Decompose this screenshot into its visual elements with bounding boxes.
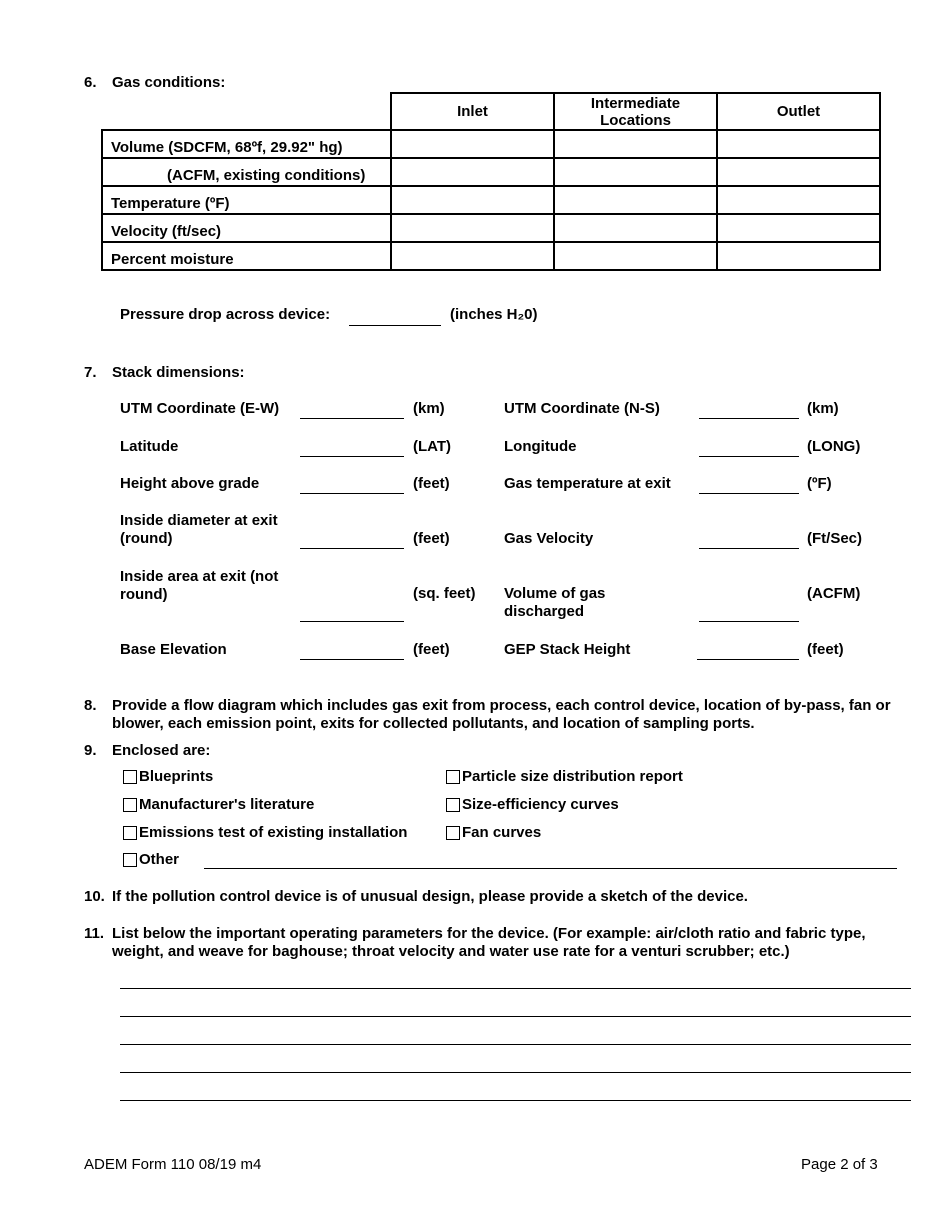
parameter-line-2[interactable] <box>120 1016 911 1017</box>
section-10-text: If the pollution control device is of unusual design, please provide a sketch of the device. <box>112 888 748 905</box>
inlet-velocity-cell[interactable] <box>391 214 554 242</box>
section-8-text: Provide a flow diagram which includes gas exit from process, each control device, location of by-pass, fan or blower, each emission point, exits for collected pollutants, and location of sampling ports. <box>112 697 891 732</box>
checkbox-box[interactable] <box>123 853 137 867</box>
row-label: Velocity (ft/sec) <box>102 214 391 242</box>
section-6-number: 6. <box>84 74 97 91</box>
intermediate-temperature-cell[interactable] <box>554 186 717 214</box>
outlet-temperature-cell[interactable] <box>717 186 880 214</box>
checkbox-fan-curves[interactable] <box>446 824 541 841</box>
row-label: Temperature (ºF) <box>102 186 391 214</box>
base-elevation-field[interactable] <box>300 659 404 660</box>
checkbox-box[interactable] <box>446 826 460 840</box>
column-header: Intermediate Locations <box>554 93 717 130</box>
row-label: (ACFM, existing conditions) <box>102 158 391 186</box>
form-identifier: ADEM Form 110 08/19 m4 <box>84 1156 262 1173</box>
volume-gas-discharged-label: Volume of gas discharged <box>504 585 606 620</box>
checkbox-manufacturers-literature[interactable] <box>123 796 314 813</box>
utm-ew-label: UTM Coordinate (E-W) <box>120 400 280 417</box>
gas-velocity-label: Gas Velocity <box>504 530 594 547</box>
utm-ew-unit: (km) <box>413 400 445 417</box>
section-7-number: 7. <box>84 364 97 381</box>
gas-temperature-exit-label: Gas temperature at exit <box>504 475 671 492</box>
base-elevation-unit: (feet) <box>413 641 450 658</box>
checkbox-box[interactable] <box>446 798 460 812</box>
inlet-volume-acfm-cell[interactable] <box>391 158 554 186</box>
longitude-label: Longitude <box>504 438 577 455</box>
parameter-line-4[interactable] <box>120 1072 911 1073</box>
section-7-heading: Stack dimensions: <box>112 364 245 381</box>
checkbox-box[interactable] <box>123 798 137 812</box>
height-above-grade-label: Height above grade <box>120 475 260 492</box>
checkbox-label: Manufacturer's literature <box>139 796 315 813</box>
inlet-temperature-cell[interactable] <box>391 186 554 214</box>
utm-ns-unit: (km) <box>807 400 839 417</box>
column-header: Inlet <box>391 93 554 130</box>
outlet-volume-acfm-cell[interactable] <box>717 158 880 186</box>
checkbox-label: Fan curves <box>462 824 542 841</box>
outlet-volume-sdcfm-cell[interactable] <box>717 130 880 158</box>
checkbox-emissions-test[interactable] <box>123 824 407 841</box>
inside-area-label: Inside area at exit (not round) <box>120 568 279 603</box>
intermediate-volume-sdcfm-cell[interactable] <box>554 130 717 158</box>
inside-area-unit: (sq. feet) <box>413 585 476 602</box>
inside-area-field[interactable] <box>300 621 404 622</box>
page-number: Page 2 of 3 <box>801 1156 878 1173</box>
checkbox-label: Other <box>139 851 180 868</box>
checkbox-box[interactable] <box>123 826 137 840</box>
height-above-grade-field[interactable] <box>300 493 404 494</box>
latitude-unit: (LAT) <box>413 438 452 455</box>
height-above-grade-unit: (feet) <box>413 475 450 492</box>
gas-velocity-unit: (Ft/Sec) <box>807 530 863 547</box>
checkbox-box[interactable] <box>123 770 137 784</box>
gas-conditions-table <box>101 92 881 271</box>
inside-diameter-field[interactable] <box>300 548 404 549</box>
inlet-moisture-cell[interactable] <box>391 242 554 270</box>
section-6-heading: Gas conditions: <box>112 74 226 91</box>
latitude-label: Latitude <box>120 438 179 455</box>
parameter-line-5[interactable] <box>120 1100 911 1101</box>
checkbox-box[interactable] <box>446 770 460 784</box>
gep-stack-height-field[interactable] <box>697 659 799 660</box>
pressure-drop-unit: (inches H₂0) <box>450 306 538 323</box>
checkbox-particle-size[interactable] <box>446 768 683 785</box>
pressure-drop-label: Pressure drop across device: <box>120 306 331 323</box>
utm-ew-field[interactable] <box>300 418 404 419</box>
section-9-heading: Enclosed are: <box>112 742 211 759</box>
row-label: Volume (SDCFM, 68ºf, 29.92" hg) <box>102 130 391 158</box>
gep-stack-height-label: GEP Stack Height <box>504 641 631 658</box>
pressure-drop-field[interactable] <box>349 325 441 326</box>
section-11-text: List below the important operating parameters for the device. (For example: air/cloth ratio and fabric type, weight, and weave for baghouse; throat velocity and water use rate for a venturi scrubber; etc.) <box>112 925 866 960</box>
section-10-number: 10. <box>84 888 105 905</box>
gas-temperature-exit-field[interactable] <box>699 493 799 494</box>
row-label: Percent moisture <box>102 242 391 270</box>
checkbox-label: Emissions test of existing installation <box>139 824 408 841</box>
parameter-line-1[interactable] <box>120 988 911 989</box>
checkbox-label: Blueprints <box>139 768 214 785</box>
gep-stack-height-unit: (feet) <box>807 641 844 658</box>
section-9-number: 9. <box>84 742 97 759</box>
column-header: Outlet <box>717 93 880 130</box>
volume-gas-discharged-field[interactable] <box>699 621 799 622</box>
parameter-line-3[interactable] <box>120 1044 911 1045</box>
outlet-moisture-cell[interactable] <box>717 242 880 270</box>
gas-velocity-field[interactable] <box>699 548 799 549</box>
outlet-velocity-cell[interactable] <box>717 214 880 242</box>
latitude-field[interactable] <box>300 456 404 457</box>
utm-ns-field[interactable] <box>699 418 799 419</box>
inside-diameter-label: Inside diameter at exit (round) <box>120 512 278 547</box>
intermediate-volume-acfm-cell[interactable] <box>554 158 717 186</box>
volume-gas-discharged-unit: (ACFM) <box>807 585 861 602</box>
section-8-number: 8. <box>84 697 97 714</box>
inlet-volume-sdcfm-cell[interactable] <box>391 130 554 158</box>
checkbox-label: Size-efficiency curves <box>462 796 619 813</box>
intermediate-velocity-cell[interactable] <box>554 214 717 242</box>
longitude-field[interactable] <box>699 456 799 457</box>
base-elevation-label: Base Elevation <box>120 641 227 658</box>
gas-temperature-exit-unit: (ºF) <box>807 475 832 492</box>
other-specify-field[interactable] <box>204 868 897 869</box>
checkbox-label: Particle size distribution report <box>462 768 683 785</box>
utm-ns-label: UTM Coordinate (N-S) <box>504 400 660 417</box>
checkbox-size-efficiency[interactable] <box>446 796 619 813</box>
checkbox-other[interactable] <box>123 851 179 868</box>
longitude-unit: (LONG) <box>807 438 861 455</box>
inside-diameter-unit: (feet) <box>413 530 450 547</box>
checkbox-blueprints[interactable] <box>123 768 213 785</box>
section-11-number: 11. <box>84 925 105 942</box>
intermediate-moisture-cell[interactable] <box>554 242 717 270</box>
